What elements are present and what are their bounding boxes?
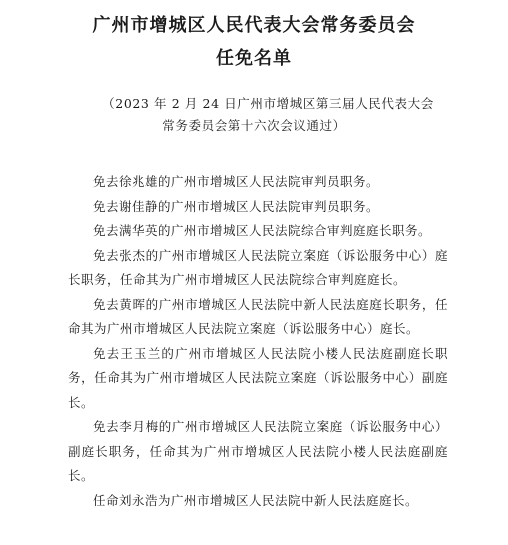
paragraph: 免去李月梅的广州市增城区人民法院立案庭（诉讼服务中心）副庭长职务，任命其为广州市增城区人民法院小楼人民法庭副庭长。 [68,419,448,483]
document-title: 广州市增城区人民代表大会常务委员会 [92,15,416,36]
adoption-note-line-2: 常务委员会第十六次会议通过） [162,118,346,133]
paragraph: 任命刘永浩为广州市增城区人民法院中新人民法庭庭长。 [93,492,419,508]
document-subtitle: 任免名单 [216,48,292,69]
paragraph: 免去黄晖的广州市增城区人民法院中新人民法庭庭长职务，任命其为广州市增城区人民法院立案庭（诉讼服务中心）庭长。 [68,296,448,336]
paragraph: 免去满华英的广州市增城区人民法院综合审判庭庭长职务。 [93,223,432,238]
paragraph: 免去王玉兰的广州市增城区人民法院小楼人民法庭副庭长职务，任命其为广州市增城区人民法院立案庭（诉讼服务中心）副庭长。 [68,345,448,410]
document-body [68,170,448,513]
paragraph: 免去徐兆雄的广州市增城区人民法院审判员职务。 [93,174,380,189]
adoption-note-line-1: （2023 年 2 月 24 日广州市增城区第三届人民代表大会 [102,96,434,111]
paragraph: 免去张杰的广州市增城区人民法院立案庭（诉讼服务中心）庭长职务，任命其为广州市增城区人民法院综合审判庭庭长。 [68,247,448,287]
paragraph: 免去谢佳静的广州市增城区人民法院审判员职务。 [93,198,380,214]
